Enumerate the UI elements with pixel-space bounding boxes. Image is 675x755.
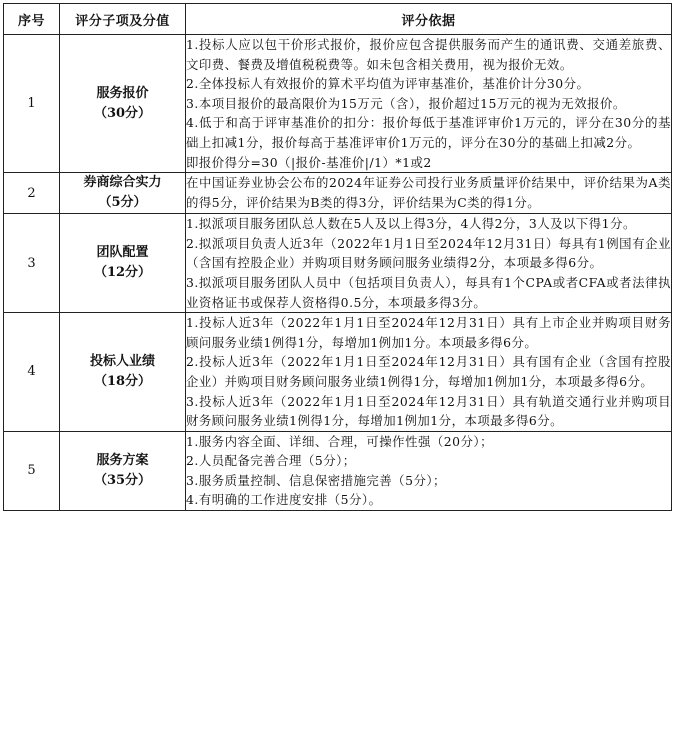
basis-paragraph: 1.投标人应以包干价形式报价，报价应包含提供服务而产生的通讯费、交通差旅费、文印费、餐费及增值税税费等。如未包含相关费用，视为报价无效。 xyxy=(186,37,671,72)
scoring-item-score: （18分） xyxy=(93,373,152,389)
scoring-table xyxy=(3,3,672,511)
scoring-item-score: （5分） xyxy=(98,195,147,211)
scoring-item-cell xyxy=(60,173,186,214)
table-header-row xyxy=(4,4,672,35)
table-row xyxy=(4,214,672,313)
basis-paragraph: 在中国证券业协会公布的2024年证券公司投行业务质量评价结果中，评价结果为A类的得5分，评价结果为B类的得3分，评价结果为C类的得1分。 xyxy=(186,175,671,210)
basis-paragraph: 2.投标人近3年（2022年1月1日至2024年12月31日）具有国有企业（含国有控股企业）并购项目财务顾问服务业绩1例得1分，每增加1例加1分，本项最多得6分。 xyxy=(186,354,671,389)
row-number: 3 xyxy=(4,214,60,313)
table-row xyxy=(4,35,672,173)
scoring-item-name: 券商综合实力 xyxy=(83,175,162,191)
scoring-item-name: 服务方案 xyxy=(96,452,149,468)
basis-paragraph: 1.投标人近3年（2022年1月1日至2024年12月31日）具有上市企业并购项目财务顾问服务业绩1例得1分，每增加1例加1分。本项最多得6分。 xyxy=(186,315,671,350)
header-scoring-basis: 评分依据 xyxy=(186,4,672,35)
scoring-item-score: （35分） xyxy=(93,472,152,488)
scoring-item-name: 团队配置 xyxy=(96,245,149,261)
basis-paragraph: 1.拟派项目服务团队总人数在5人及以上得3分，4人得2分，3人及以下得1分。 xyxy=(186,216,636,232)
scoring-basis-cell xyxy=(186,214,672,313)
basis-paragraph: 3.投标人近3年（2022年1月1日至2024年12月31日）具有轨道交通行业并购项目财务顾问服务业绩1例得1分，每增加1例加1分，本项最多得6分。 xyxy=(186,393,671,429)
row-number: 1 xyxy=(4,35,60,173)
scoring-item-cell xyxy=(60,431,186,510)
header-scoring-item: 评分子项及分值 xyxy=(60,4,186,35)
table-row xyxy=(4,431,672,510)
scoring-item-score: （12分） xyxy=(93,265,152,281)
scoring-basis-cell xyxy=(186,313,672,432)
scoring-basis-cell xyxy=(186,431,672,510)
row-number: 4 xyxy=(4,313,60,432)
table-row xyxy=(4,173,672,214)
scoring-item-cell xyxy=(60,35,186,173)
basis-paragraph: 4.低于和高于评审基准价的扣分：报价每低于基准评审价1万元的，评分在30分的基础上扣减1分，报价每高于基准评审价1万元的，评分在30分的基础上扣减2分。 xyxy=(186,115,671,150)
basis-paragraph: 4.有明确的工作进度安排（5分）。 xyxy=(186,492,382,508)
header-serial-number: 序号 xyxy=(4,4,60,35)
scoring-basis-cell xyxy=(186,35,672,173)
basis-paragraph: 3.本项目报价的最高限价为15万元（含），报价超过15万元的视为无效报价。 xyxy=(186,95,626,111)
basis-paragraph: 2.人员配备完善合理（5分）； xyxy=(186,453,356,469)
row-number: 2 xyxy=(4,173,60,214)
basis-paragraph: 1.服务内容全面、详细、合理，可操作性强（20分）； xyxy=(186,433,493,449)
table-row xyxy=(4,313,672,432)
basis-paragraph: 即报价得分=30（|报价-基准价|/1）*1或2 xyxy=(186,154,432,170)
basis-paragraph: 2.拟派项目负责人近3年（2022年1月1日至2024年12月31日）每具有1例国有企业（含国有控股企业）并购项目财务顾问服务业绩得2分，本项最多得6分。 xyxy=(186,235,671,271)
basis-paragraph: 3.拟派项目服务团队人员中（包括项目负责人），每具有1个CPA或者CFA或者法律执业资格证书或保荐人资格得0.5分，本项最多得3分。 xyxy=(186,274,671,310)
scoring-item-name: 服务报价 xyxy=(96,85,149,101)
scoring-item-cell xyxy=(60,313,186,432)
scoring-item-cell xyxy=(60,214,186,313)
scoring-item-name: 投标人业绩 xyxy=(89,353,155,369)
row-number: 5 xyxy=(4,431,60,510)
scoring-basis-cell xyxy=(186,173,672,214)
basis-paragraph: 2.全体投标人有效报价的算术平均值为评审基准价，基准价计分30分。 xyxy=(186,76,590,92)
scoring-item-score: （30分） xyxy=(93,105,152,121)
basis-paragraph: 3.服务质量控制、信息保密措施完善（5分）； xyxy=(186,472,446,488)
